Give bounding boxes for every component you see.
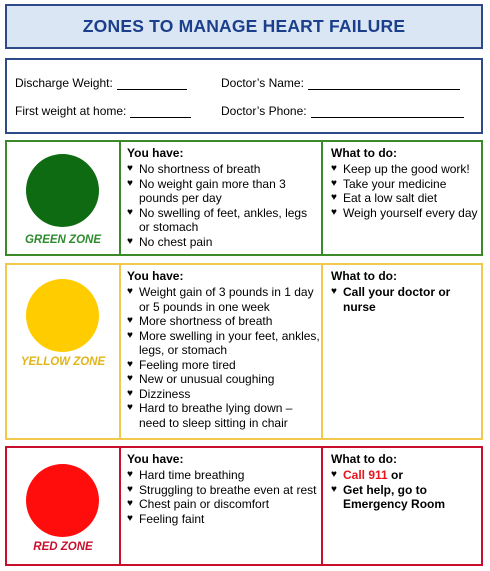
list-item: [331, 285, 481, 314]
heart-icon: ♥: [127, 498, 133, 509]
heart-icon: ♥: [331, 483, 337, 495]
green-circle-icon: [26, 154, 99, 227]
list-item-text: No chest pain: [139, 234, 213, 249]
green-actions-list: [331, 162, 481, 220]
yellow-zone-indicator: [7, 265, 119, 438]
green-zone: [5, 140, 483, 256]
list-item-text: No swelling of feet, ankles, legs or stomach: [139, 205, 308, 234]
heart-icon: ♥: [127, 163, 133, 174]
list-item-text: Dizziness: [139, 386, 191, 401]
green-zone-indicator: [7, 142, 119, 254]
list-item: [127, 162, 321, 177]
list-item-text: or: [387, 468, 404, 482]
heart-icon: ♥: [127, 469, 133, 480]
red-circle-icon: [26, 464, 99, 537]
yellow-actions-heading: What to do:: [331, 269, 397, 283]
heart-icon: ♥: [127, 373, 133, 384]
first-weight-blank[interactable]: [130, 107, 191, 118]
heart-icon: ♥: [127, 512, 133, 524]
list-item-text: Chest pain or discomfort: [139, 497, 270, 511]
list-item: [331, 483, 481, 512]
red-symptoms-heading: You have:: [127, 452, 184, 466]
red-actions-heading: What to do:: [331, 452, 397, 466]
list-item-text: Get help, go to Emergency Room: [343, 482, 446, 511]
red-zone-label: RED ZONE: [33, 541, 93, 553]
heart-icon: ♥: [331, 192, 337, 203]
list-item-text: More shortness of breath: [139, 314, 273, 328]
list-item: [127, 372, 321, 387]
doctor-name-field: [221, 76, 460, 90]
list-item: [127, 387, 321, 402]
heart-icon: ♥: [127, 329, 133, 341]
heart-icon: ♥: [127, 235, 133, 247]
green-actions-heading: What to do:: [331, 146, 397, 160]
title-banner: [5, 4, 483, 49]
list-item: [127, 177, 321, 206]
heart-icon: ♥: [331, 286, 337, 297]
yellow-zone-label: YELLOW ZONE: [20, 356, 106, 368]
heart-icon: ♥: [127, 358, 133, 370]
red-actions-column: [323, 448, 481, 564]
heart-icon: ♥: [331, 163, 337, 174]
list-item: [127, 235, 321, 250]
list-item-text: Call your doctor or nurse: [343, 285, 451, 314]
yellow-actions-list: [331, 285, 481, 314]
list-item-text: No weight gain more than 3 pounds per day: [139, 176, 286, 205]
list-item-text: No shortness of breath: [139, 162, 261, 176]
list-item: [127, 497, 321, 512]
red-symptoms-list: [127, 468, 321, 526]
list-item-text: Feeling faint: [139, 511, 205, 526]
list-item-text: Weight gain of 3 pounds in 1 day or 5 pounds in one week: [139, 285, 314, 314]
list-item-text: Eat a low salt diet: [343, 191, 438, 205]
list-item: [127, 329, 321, 358]
list-item: [127, 206, 321, 235]
heart-icon: ♥: [127, 402, 133, 413]
red-zone-indicator: [7, 448, 119, 564]
patient-info-box: [5, 58, 483, 134]
list-item-text: Take your medicine: [343, 176, 447, 191]
red-symptoms-column: [119, 448, 323, 564]
heart-icon: ♥: [127, 483, 133, 495]
list-item: [127, 483, 321, 498]
discharge-weight-field: [15, 76, 187, 90]
list-item: [127, 358, 321, 373]
discharge-weight-blank[interactable]: [117, 79, 187, 90]
green-zone-label: GREEN ZONE: [24, 234, 102, 246]
green-symptoms-heading: You have:: [127, 146, 184, 160]
heart-icon: ♥: [331, 177, 337, 189]
doctor-phone-label: Doctor’s Phone:: [221, 104, 307, 118]
list-item-text: Struggling to breathe even at rest: [139, 482, 317, 497]
emergency-number-text: Call 911: [343, 468, 388, 482]
doctor-name-blank[interactable]: [308, 79, 460, 90]
heart-icon: ♥: [127, 286, 133, 297]
list-item-text: Feeling more tired: [139, 357, 236, 372]
heart-icon: ♥: [127, 387, 133, 399]
heart-icon: ♥: [127, 315, 133, 326]
list-item: [127, 401, 321, 430]
list-item-text: More swelling in your feet, ankles, legs, or stomach: [139, 328, 320, 357]
first-weight-field: [15, 104, 191, 118]
list-item: [127, 512, 321, 527]
green-symptoms-list: [127, 162, 321, 249]
list-item-text: Hard time breathing: [139, 468, 245, 482]
list-item: [331, 162, 481, 177]
list-item: [331, 468, 481, 483]
heart-icon: ♥: [127, 206, 133, 218]
yellow-symptoms-heading: You have:: [127, 269, 184, 283]
yellow-actions-column: [323, 265, 481, 438]
doctor-phone-blank[interactable]: [311, 107, 464, 118]
list-item-text: New or unusual coughing: [139, 372, 275, 386]
heart-icon: ♥: [127, 177, 133, 189]
heart-icon: ♥: [331, 206, 337, 218]
yellow-circle-icon: [26, 279, 99, 352]
first-weight-label: First weight at home:: [15, 104, 127, 118]
list-item: [331, 177, 481, 192]
list-item-text: Weigh yourself every day: [343, 205, 478, 220]
yellow-zone: [5, 263, 483, 440]
green-actions-column: [323, 142, 481, 254]
doctor-name-label: Doctor’s Name:: [221, 76, 304, 90]
list-item-text: Hard to breathe lying down – need to sleep sitting in chair: [139, 401, 293, 430]
list-item-text: Keep up the good work!: [343, 162, 470, 176]
page-title: ZONES TO MANAGE HEART FAILURE: [82, 16, 406, 36]
doctor-phone-field: [221, 104, 464, 118]
list-item: [127, 314, 321, 329]
list-item: [127, 468, 321, 483]
list-item: [331, 206, 481, 221]
red-zone: [5, 446, 483, 566]
heart-icon: ♥: [331, 469, 337, 480]
green-symptoms-column: [119, 142, 323, 254]
list-item: [331, 191, 481, 206]
list-item: [127, 285, 321, 314]
discharge-weight-label: Discharge Weight:: [15, 76, 113, 90]
red-actions-list: [331, 468, 481, 512]
yellow-symptoms-list: [127, 285, 321, 430]
yellow-symptoms-column: [119, 265, 323, 438]
